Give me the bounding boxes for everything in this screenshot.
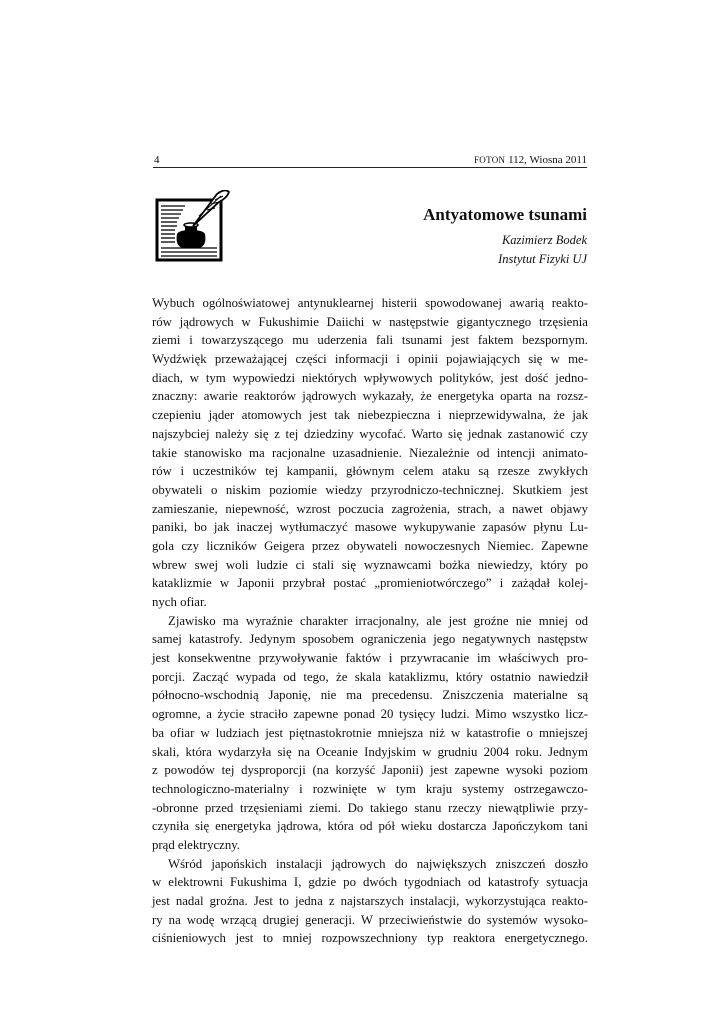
header-rule — [153, 167, 587, 168]
body-text-line: znaczny: awarie reaktorów jądrowych wykazały, że energetyka oparta na rozsz- — [152, 389, 588, 404]
body-text-line: z powodów tej dysproporcji (na korzyść Japonii) jest zapewne wysoki poziom — [152, 763, 588, 778]
body-text-line: porcji. Zacząć wypada od tego, że skala kataklizmu, który ostatnio nawiedził — [152, 669, 588, 684]
body-text-line: nych ofiar. — [152, 595, 207, 609]
body-text-line: ciśnieniowych jest to mniej rozpowszechniony typ reaktora energetycznego. — [152, 931, 588, 946]
article-title: Antyatomowe tsunami — [423, 205, 587, 224]
body-text-line: samej katastrofy. Jedynym sposobem ograniczenia jego negatywnych następstw — [152, 632, 588, 647]
article-author: Kazimierz Bodek — [501, 233, 587, 247]
body-text-line: ry na wodę wrzącą drugiej generacji. W przeciwieństwie do systemów wysoko- — [152, 912, 588, 927]
inkwell-quill-icon — [155, 190, 233, 262]
body-text-line: Wybuch ogólnoświatowej antynuklearnej histerii spowodowanej awarią reakto- — [152, 296, 588, 310]
body-text-line: diach, w tym wypowiedzi niektórych wpływowych polityków, jest dość jedno- — [152, 370, 588, 385]
running-header — [153, 152, 587, 168]
journal-issue-rest: 112, Wiosna 2011 — [505, 154, 587, 166]
author-institution: Instytut Fizyki UJ — [498, 252, 587, 266]
journal-issue — [474, 152, 587, 168]
body-text-line: zamieszanie, niepewność, wzrost poczucia zagrożenia, strach, a nawet objawy — [152, 501, 588, 516]
body-text-line: technologiczno-materialny i rozwinięte w tym kraju systemy ostrzegawczo- — [152, 781, 588, 796]
body-text-line: północno-wschodnią Japonię, nie ma precedensu. Zniszczenia materialne są — [152, 688, 588, 703]
body-text-line: ogromne, a życie straciło zapewne ponad 20 tysięcy ludzi. Mimo wszystko licz- — [152, 707, 588, 722]
body-text-line: czepieniu jąder atomowych jest tak niebezpieczna i nieprzewidywalna, że jak — [152, 408, 588, 423]
body-text-line: ba ofiar w ludziach jest piętnastokrotnie mniejsza niż w katastrofie o mniejszej — [152, 725, 588, 740]
journal-name: FOTON — [474, 155, 506, 165]
body-text-line: w elektrowni Fukushima I, gdzie po dwóch tygodniach od katastrofy sytuacja — [152, 875, 588, 890]
body-text-line: obywateli o niskim poziomie wiedzy przyrodniczo-technicznej. Skutkiem jest — [152, 482, 588, 497]
body-text-line: najszybciej należy się z tej dziedziny wycofać. Warto się jednak zastanowić czy — [152, 426, 588, 441]
body-text-line: Zjawisko ma wyraźnie charakter irracjonalny, ale jest groźne nie mniej od — [168, 613, 588, 628]
body-text-line: ziemi i towarzyszącego mu uderzenia fali tsunami jest faktem bezspornym. — [152, 333, 588, 348]
body-text-line: czyniła się energetyka jądrowa, która od pół wieku dostarcza Japończykom tani — [152, 819, 588, 834]
body-text-line: prąd elektryczny. — [152, 837, 240, 852]
body-text-line: rów jądrowych w Fukushimie Daiichi w następstwie gigantycznego trzęsienia — [152, 314, 588, 329]
body-text-line: rów i uczestników tej kampanii, głównym celem ataku są rzesze zwykłych — [152, 464, 588, 479]
article-body — [152, 294, 588, 948]
body-text-line: kataklizmie w Japonii przybrał postać „promieniotwórczego” i zażądał kolej- — [152, 576, 588, 591]
body-text-line: jest nadal groźna. Jest to jedna z najstarszych instalacji, wykorzystująca reakto- — [152, 894, 588, 908]
body-text-line: -obronne przed trzęsieniami ziemi. Do takiego stanu rzeczy niewątpliwie przy- — [152, 800, 588, 815]
body-text-line: wbrew swej woli ludzie ci stali się wyznawcami bożka niewiedzy, który po — [152, 557, 588, 572]
body-text-line: gola czy liczników Geigera przez obywateli nowoczesnych Niemiec. Zapewne — [152, 538, 588, 553]
body-text-line: skali, która wydarzyła się na Oceanie Indyjskim w grudniu 2004 roku. Jednym — [152, 744, 588, 759]
body-text-line: paniki, bo jak inaczej wytłumaczyć masowe wykupywanie zapasów płynu Lu- — [152, 520, 588, 535]
body-text-line: Wydźwięk przeważającej części informacji i opinii pojawiających się w me- — [152, 352, 588, 367]
body-text-line: Wśród japońskich instalacji jądrowych do największych zniszczeń doszło — [168, 856, 588, 871]
body-text-line: takie stanowisko ma racjonalne uzasadnienie. Niezależnie od intencji animato- — [152, 445, 588, 460]
body-text-line: jest konsekwentne przywoływanie faktów i przywracanie im właściwych pro- — [152, 651, 588, 666]
page-number: 4 — [154, 154, 160, 166]
